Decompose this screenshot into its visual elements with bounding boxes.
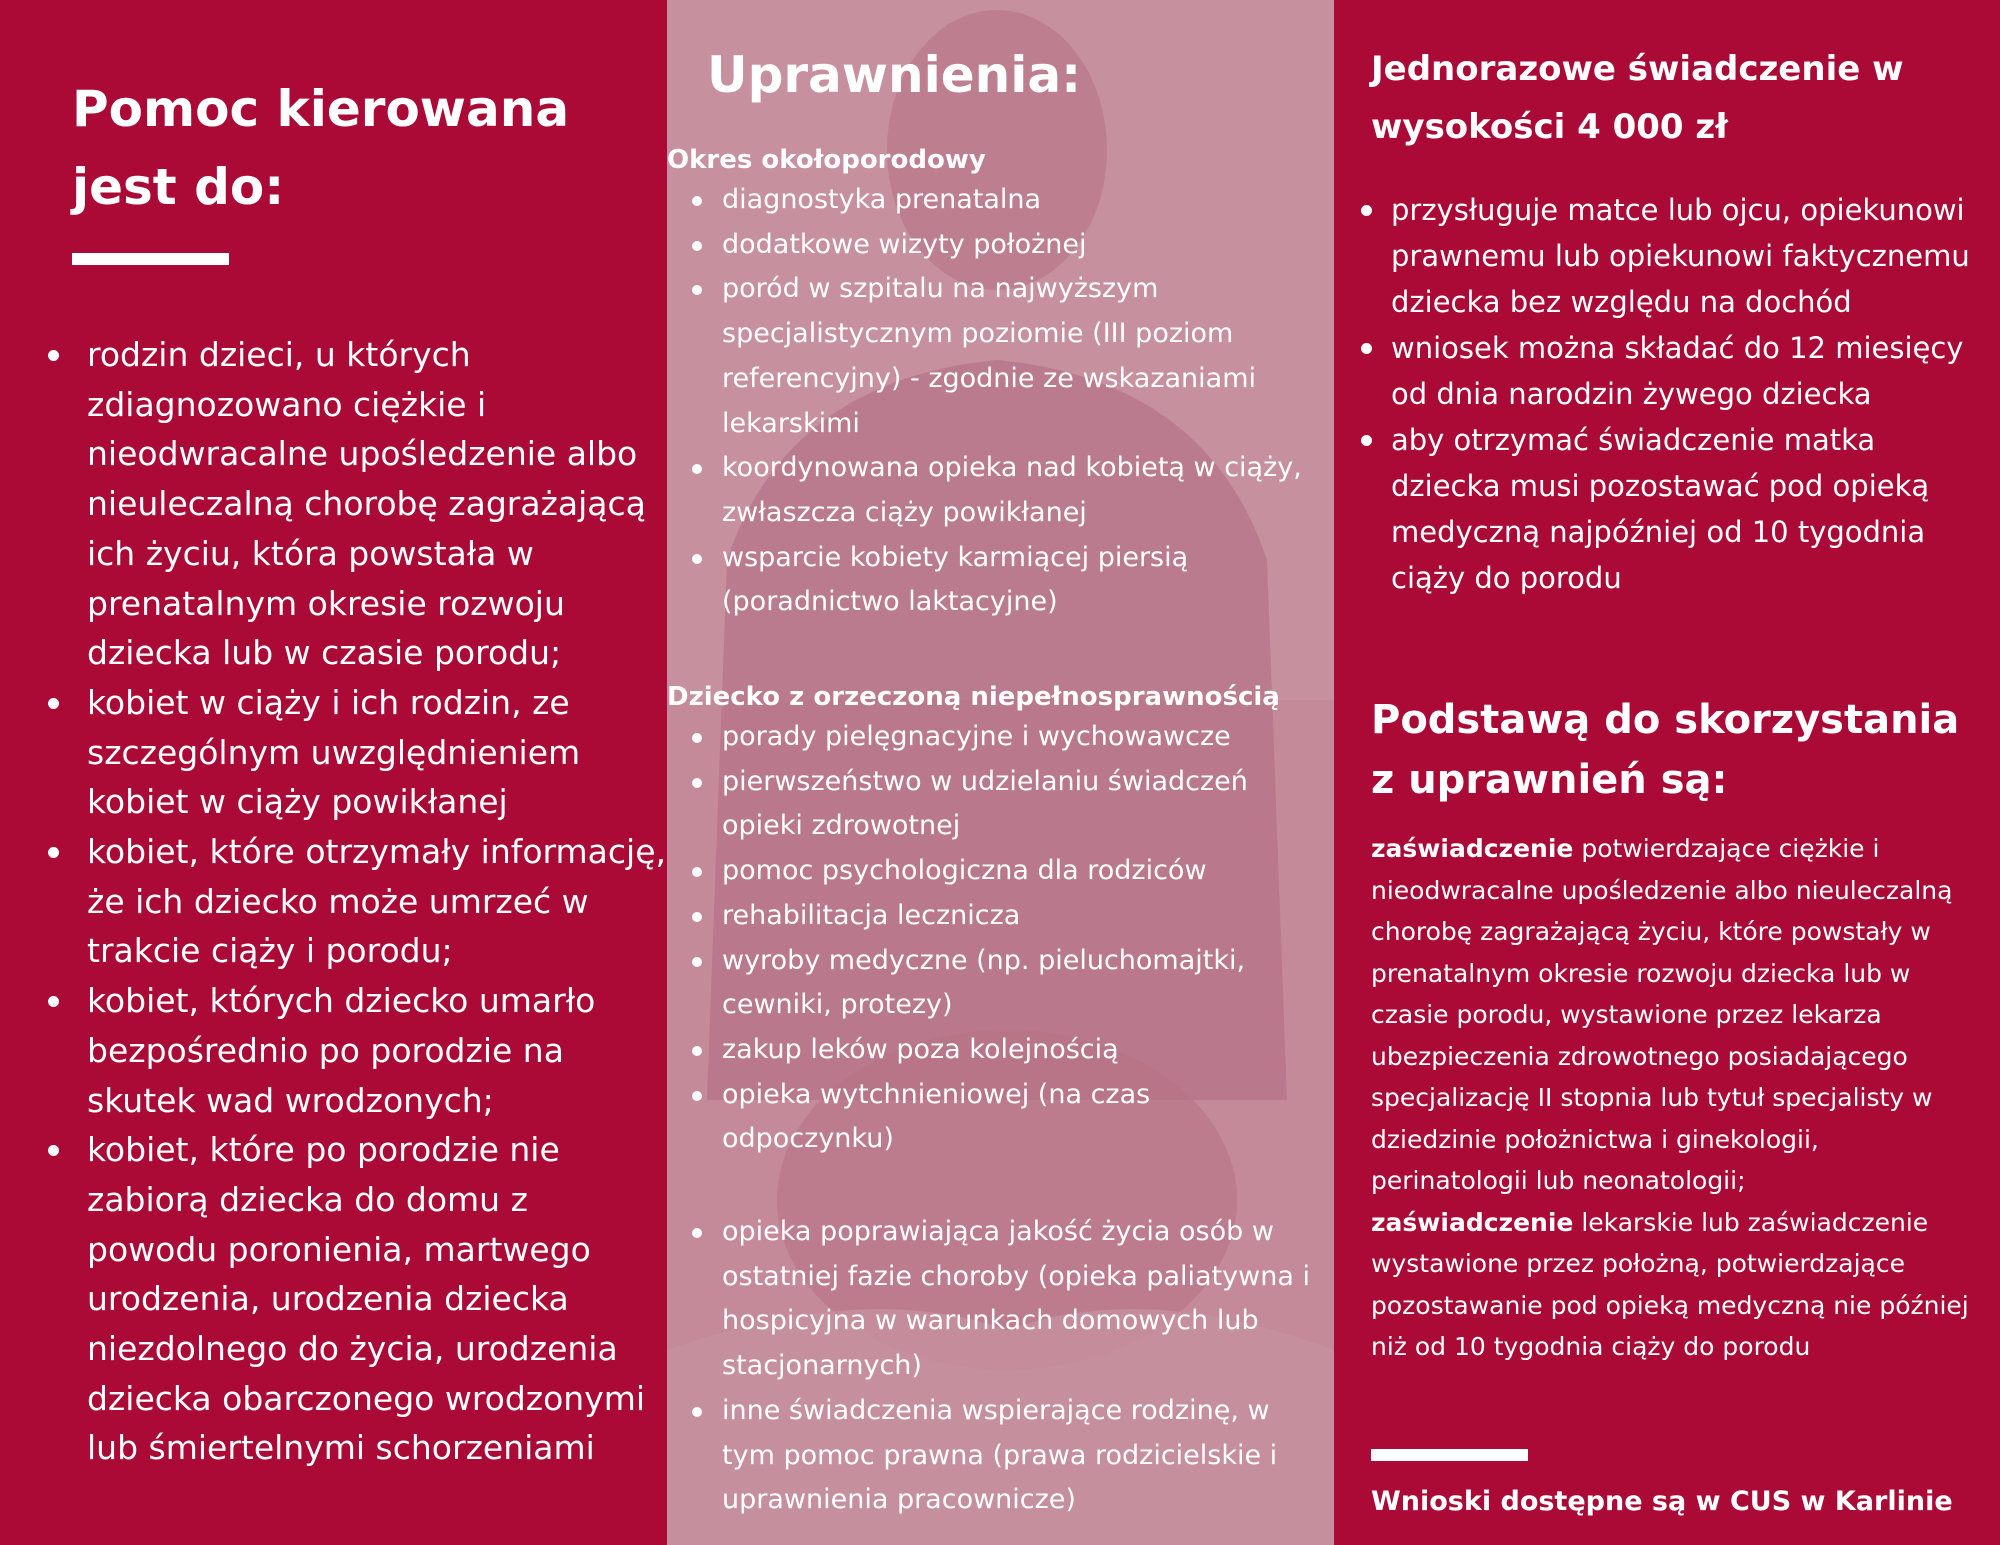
middle-content (667, 0, 1334, 1545)
benefit-title-line1: Jednorazowe świadczenie w (1371, 49, 1904, 89)
list-item: koordynowana opieka nad kobietą w ciąży, zwłaszcza ciąży powikłanej (722, 446, 1327, 535)
left-title (72, 70, 592, 226)
basis-1-bold: zaświadczenie (1371, 834, 1574, 863)
palliative-section (667, 1210, 1327, 1523)
benefit-list (1391, 187, 1991, 601)
list-item: kobiet, które otrzymały informację, że ich dziecko może umrzeć w trakcie ciąży i porodu; (87, 827, 667, 976)
basis-1-text: potwierdzające ciężkie i nieodwracalne upośledzenie albo nieuleczalną chorobę zagrażającą życiu, które powstały w prenatalnym okresie rozwoju dziecka lub w czasie porodu, wystawione przez lekarza ubezpieczenia zdrowotnego posiadającego specjalizację II stopnia lub tytuł specjalisty w dziedzinie położnictwa i ginekologii, perinatologii lub neonatologii; (1371, 834, 1953, 1195)
list-item: pierwszeństwo w udzielaniu świadczeń opieki zdrowotnej (722, 760, 1327, 849)
perinatal-section (667, 142, 1327, 625)
basis-title-line2: z uprawnień są: (1371, 757, 1728, 803)
left-panel (0, 0, 667, 1545)
list-item: wyroby medyczne (np. pieluchomajtki, cewniki, protezy) (722, 939, 1327, 1028)
perinatal-heading: Okres okołoporodowy (667, 145, 986, 175)
list-item: kobiet w ciąży i ich rodzin, ze szczególnym uwzględnieniem kobiet w ciąży powikłanej (87, 678, 667, 827)
list-item: kobiet, których dziecko umarło bezpośrednio po porodzie na skutek wad wrodzonych; (87, 976, 667, 1125)
list-item: aby otrzymać świadczenie matka dziecka musi pozostawać pod opieką medyczną najpóźniej od 10 tygodnia ciąży do porodu (1391, 417, 1991, 601)
list-item: wniosek można składać do 12 miesięcy od dnia narodzin żywego dziecka (1391, 325, 1991, 417)
basis-paragraph-1 (1371, 828, 1971, 1202)
target-groups-list (87, 330, 667, 1473)
palliative-list (722, 1210, 1327, 1523)
list-item: wsparcie kobiety karmiącej piersią (poradnictwo laktacyjne) (722, 536, 1327, 625)
disability-heading: Dziecko z orzeczoną niepełnosprawnością (667, 682, 1280, 712)
basis-title (1371, 690, 1971, 810)
list-item: diagnostyka prenatalna (722, 178, 1327, 223)
list-item: kobiet, które po porodzie nie zabiorą dziecka do domu z powodu poronienia, martwego urodzenia, urodzenia dziecka niezdolnego do życia, urodzenia dziecka obarczonego wrodzonymi lub śmiertelnymi schorzeniami (87, 1125, 667, 1473)
middle-panel (667, 0, 1334, 1545)
disability-section (667, 679, 1327, 1162)
basis-text (1371, 828, 1971, 1368)
disability-list (722, 715, 1327, 1162)
left-divider (72, 253, 229, 265)
list-item: inne świadczenia wspierające rodzinę, w tym pomoc prawna (prawa rodzicielskie i uprawnienia pracownicze) (722, 1389, 1327, 1523)
list-item: opieka wytchnieniowej (na czas odpoczynku) (722, 1073, 1327, 1162)
right-divider (1371, 1449, 1528, 1461)
list-item: porady pielęgnacyjne i wychowawcze (722, 715, 1327, 760)
list-item: zakup leków poza kolejnością (722, 1028, 1327, 1073)
basis-paragraph-2 (1371, 1202, 1971, 1368)
benefit-title (1371, 40, 1971, 156)
list-item: przysługuje matce lub ojcu, opiekunowi prawnemu lub opiekunowi faktycznemu dziecka bez względu na dochód (1391, 187, 1991, 325)
list-item: pomoc psychologiczna dla rodziców (722, 849, 1327, 894)
left-title-line1: Pomoc kierowana (72, 80, 570, 138)
benefit-title-line2: wysokości 4 000 zł (1371, 107, 1728, 147)
left-title-line2: jest do: (72, 158, 285, 216)
perinatal-list (722, 178, 1327, 625)
right-panel (1334, 0, 2000, 1545)
list-item: poród w szpitalu na najwyższym specjalistycznym poziomie (III poziom referencyjny) - zgodnie ze wskazaniami lekarskimi (722, 267, 1327, 446)
list-item: rehabilitacja lecznicza (722, 894, 1327, 939)
entitlements-title: Uprawnienia: (707, 46, 1082, 104)
basis-2-bold: zaświadczenie (1371, 1207, 1574, 1237)
footer-note: Wnioski dostępne są w CUS w Karlinie (1371, 1486, 1953, 1517)
list-item: dodatkowe wizyty położnej (722, 223, 1327, 268)
basis-2-text: lekarskie lub zaświadczenie wystawione przez położną, potwierdzające pozostawanie pod opieką medyczną nie później niż od 10 tygodnia ciąży do porodu (1371, 1207, 1969, 1361)
list-item: opieka poprawiająca jakość życia osób w ostatniej fazie choroby (opieka paliatywna i hospicyjna w warunkach domowych lub stacjonarnych) (722, 1210, 1327, 1389)
list-item: rodzin dzieci, u których zdiagnozowano ciężkie i nieodwracalne upośledzenie albo nieuleczalną chorobę zagrażającą ich życiu, która powstała w prenatalnym okresie rozwoju dziecka lub w czasie porodu; (87, 330, 667, 678)
basis-title-line1: Podstawą do skorzystania (1371, 697, 1960, 743)
